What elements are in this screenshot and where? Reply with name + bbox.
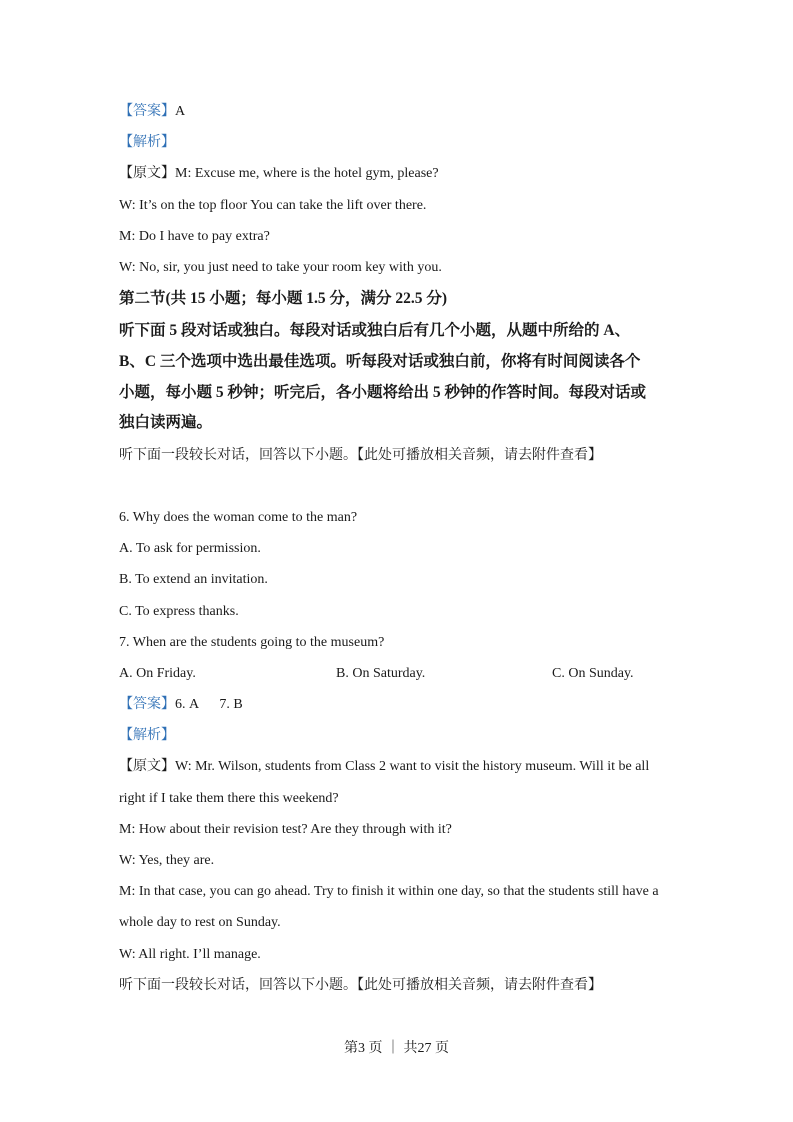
option-b: B. To extend an invitation. bbox=[119, 572, 268, 587]
dialogue-line: right if I take them there this weekend? bbox=[119, 791, 339, 806]
listen-note: 听下面一段较长对话，回答以下小题。【此处可播放相关音频，请去附件查看】 bbox=[119, 978, 602, 993]
original-tag: 【原文】 bbox=[119, 759, 175, 774]
original-line-2 bbox=[119, 758, 679, 776]
option-c: C. On Sunday. bbox=[552, 666, 634, 681]
instruction-line: 小题，每小题 5 秒钟；听完后，各小题将给出 5 秒钟的作答时间。每段对话或 bbox=[119, 384, 647, 401]
dialogue-line: whole day to rest on Sunday. bbox=[119, 915, 281, 930]
instruction-line: 听下面 5 段对话或独白。每段对话或独白后有几个小题，从题中所给的 A、 bbox=[119, 322, 631, 339]
option-a: A. To ask for permission. bbox=[119, 541, 261, 556]
answer-value: 6. A 7. B bbox=[175, 697, 243, 712]
analysis-tag: 【解析】 bbox=[119, 728, 175, 743]
question-6: 6. Why does the woman come to the man? bbox=[119, 510, 358, 525]
dialogue-line: M: Excuse me, where is the hotel gym, please? bbox=[175, 166, 439, 181]
option-b: B. On Saturday. bbox=[336, 666, 426, 681]
dialogue-line: W: Yes, they are. bbox=[119, 853, 215, 868]
dialogue-line: M: How about their revision test? Are they through with it? bbox=[119, 822, 452, 837]
question-7: 7. When are the students going to the museum? bbox=[119, 635, 385, 650]
dialogue-line: W: No, sir, you just need to take your room key with you. bbox=[119, 260, 442, 275]
dialogue-line: W: All right. I’ll manage. bbox=[119, 947, 261, 962]
answer-tag: 【答案】 bbox=[119, 697, 175, 712]
instruction-line: 独白读两遍。 bbox=[119, 414, 213, 431]
page-footer: 第3 页 ｜ 共27 页 bbox=[344, 1041, 449, 1056]
section-heading: 第二节(共 15 小题；每小题 1.5 分，满分 22.5 分) bbox=[119, 290, 448, 307]
dialogue-line: M: In that case, you can go ahead. Try to finish it within one day, so that the students still have a bbox=[119, 884, 659, 899]
answer-tag: 【答案】 bbox=[119, 104, 175, 119]
instruction-line: B、C 三个选项中选出最佳选项。听每段对话或独白前，你将有时间阅读各个 bbox=[119, 353, 641, 370]
original-line-1 bbox=[119, 165, 679, 183]
dialogue-line: W: It’s on the top floor You can take the lift over there. bbox=[119, 198, 427, 213]
answer-value: A bbox=[175, 104, 186, 119]
dialogue-line: W: Mr. Wilson, students from Class 2 want to visit the history museum. Will it be all bbox=[175, 759, 650, 774]
option-a: A. On Friday. bbox=[119, 666, 196, 681]
analysis-tag: 【解析】 bbox=[119, 135, 175, 150]
listen-note: 听下面一段较长对话，回答以下小题。【此处可播放相关音频，请去附件查看】 bbox=[119, 448, 602, 463]
original-tag: 【原文】 bbox=[119, 166, 175, 181]
answer-line-1 bbox=[119, 103, 679, 121]
answer-line-2 bbox=[119, 696, 679, 714]
option-c: C. To express thanks. bbox=[119, 604, 239, 619]
dialogue-line: M: Do I have to pay extra? bbox=[119, 229, 270, 244]
